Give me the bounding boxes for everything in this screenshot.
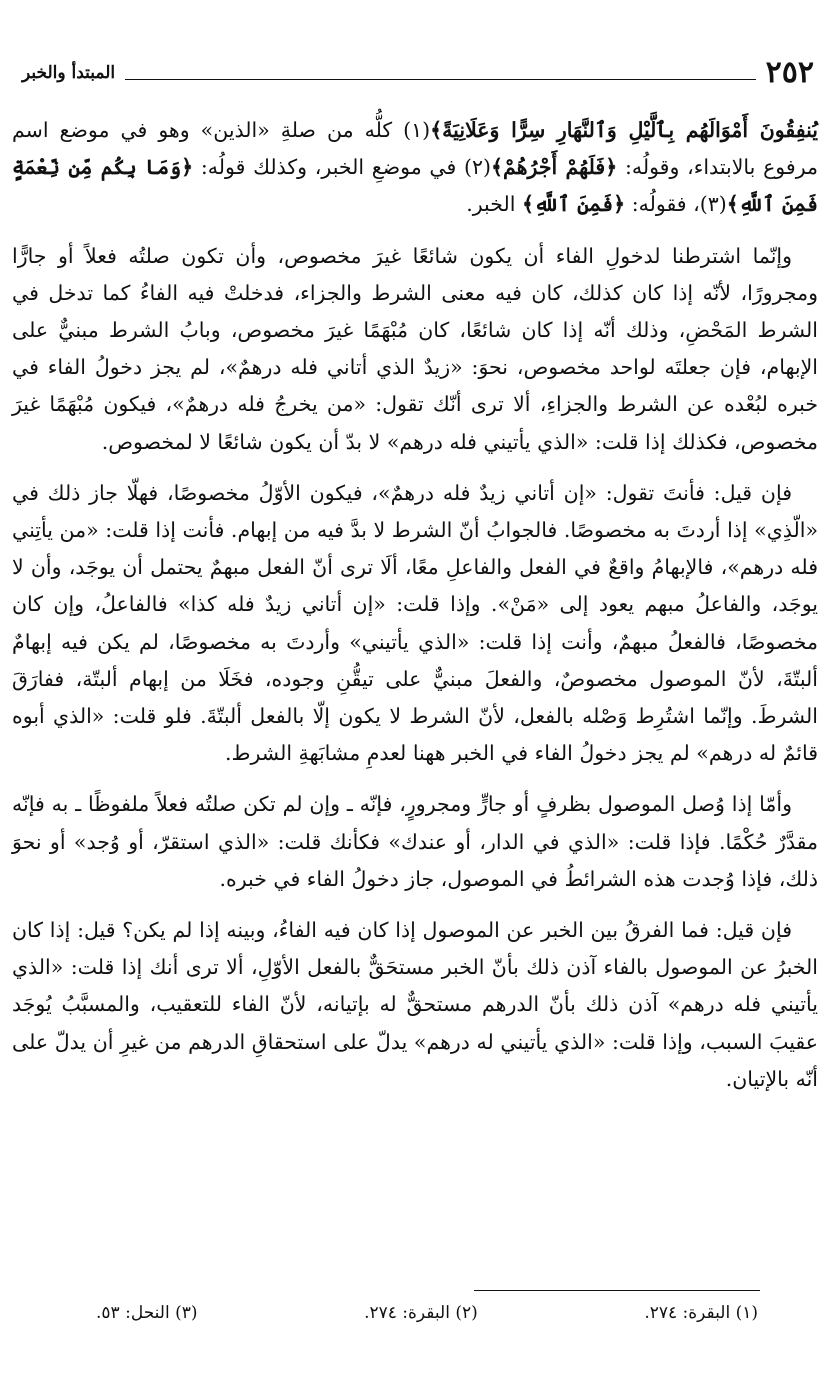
text-segment: (٢) في موضعِ الخبر، وكذلك قولُه: [193,155,492,180]
paragraph [12,112,818,224]
section-title: المبتدأ والخبر [22,63,116,83]
main-text [12,112,818,1112]
text-segment: وإنّما اشترطنا لدخولِ الفاء أن يكون شائعًا غيرَ مخصوص، وأن تكون صلتُه فعلاً أو جارًّا ومجرورًا، لأنّه إذا كان كذلك، كان فيه معنى الشرط والجزاء، فدخلتْ فيه الفاءُ كما تدخل في الشرط المَحْضِ، وذلك أنّه إذا كان شائعًا، كان مُبْهَمًا غيرَ مخصوص، وبابُ الشرط مبنيٌّ على الإبهام، فإن جعلتَه لواحد مخصوص، نحوَ: «زيدٌ الذي أتاني فله درهمٌ»، لم يجز دخولُ الفاء في خبره لبُعْده عن الشرط والجزاءِ، ألا ترى أنّك تقول: «من يخرجُ فله درهمٌ»، فيكون مُبْهَمًا غيرَ مخصوص، فكذلك إذا قلت: «الذي يأتيني فله درهم» لا بدّ أن يكون شائعًا لا لمخصوص. [12,243,819,454]
page-number: ٢٥٢ [765,55,814,90]
text-segment: وأمّا إذا وُصل الموصول بظرفٍ أو جارٍّ ومجرورٍ، فإنّه ـ وإن لم تكن صلتُه فعلاً ملفوظًا ـ به فإنّه مقدَّرٌ حُكْمًا. فإذا قلت: «الذي في الدار، أو عندك» فكأنك قلت: «الذي استقرّ، أو وُجد» أو نحوَ ذلك، فإذا وُجدت هذه الشرائطُ في الموصول، جاز دخولُ الفاء في خبره. [12,792,818,891]
paragraph [12,912,818,1098]
footnotes [96,1300,758,1326]
quran-quote: ﴿فَمِنَ ٱللَّهِ﴾ [521,192,626,217]
paragraph [12,238,818,461]
text-segment: الخبر. [466,192,522,217]
footnote: (٢) البقرة: ٢٧٤. [364,1303,478,1323]
running-head [22,48,814,88]
text-segment: (٣)، فقولُه: [625,192,727,217]
quran-quote: ﴿وَمَا بِكُم مِّن نِّعْمَةٍ فَمِنَ ٱللَّهِ﴾ [12,155,818,217]
header-rule [125,79,756,80]
paragraph [12,786,818,898]
quran-quote: يُنفِقُونَ أَمْوَالَهُم بِٱلَّيْلِ وَٱلنَّهَارِ سِرًّا وَعَلَانِيَةً﴾ [430,118,819,142]
footnote-rule [474,1290,760,1291]
text-segment: فإن قيل: فأنتَ تقول: «إن أتاني زيدٌ فله درهمٌ»، فيكون الأوّلُ مخصوصًا، فهلّا جاز ذلك في «الّذِي» إذا أردتَ به مخصوصًا. فالجوابُ أنّ الشرط لا بدَّ فيه من إبهام. فأنت إذا قلت: «من يأتِني فله درهم»، فالإبهامُ واقعٌ في الفعل والفاعلِ معًا، ألَا ترى أنّ الفعل مبهمٌ يحتمل أن يوجَد، وأن لا يوجَد، والفاعلُ مبهم يعود إلى «مَنْ». وإذا قلت: «إن أتاني زيدٌ فله كذا» فالفاعلُ، وإن كان مخصوصًا، فالفعلُ مبهمٌ، وأنت إذا قلت: «الذي يأتيني» وأردتَ به مخصوصًا، لم يكن فيه إبهامٌ ألبتّةَ، لأنّ الموصول مخصوصٌ، والفعلَ مبنيٌّ على تيقُّنِ وجوده، فخَلَا من إبهام ألبتّة، ففارَقَ الشرطَ. وإنّما اشتُرِط وَصْله بالفعل، لأنّ الشرط لا يكون إلّا بالفعل ألبتّةَ. فلو قلت: «الذي أبوه قائمٌ له درهم» لم يجز دخولُ الفاء في الخبر ههنا لعدمِ مشابَهةِ الشرط. [12,480,818,766]
text-segment: فإن قيل: فما الفرقُ بين الخبر عن الموصول إذا كان فيه الفاءُ، وبينه إذا لم يكن؟ قيل: إذا كان الخبرُ عن الموصول بالفاء آذن ذلك بأنّ الخبر مستحَقٌّ بالفعل الأوّلِ، ألا ترى أنك إذا قلت: «الذي يأتيني فله درهم» آذن ذلك بأنّ الدرهم مستحقٌّ له بإتيانه، لأنّ الفاء للتعقيب، والمسبَّبُ يُوجَد عقيبَ السبب، وإذا قلت: «الذي يأتيني له درهم» يدلّ على استحقاقِ الدرهم من غيرِ أن يدلّ على أنّه بالإتيان. [12,918,818,1091]
paragraph [12,475,818,773]
text-segment: (١) كلُّه من صلةِ «الذين» وهو في موضع اسم مرفوع بالابتداء، وقولُه: [12,118,818,180]
footnote: (٣) النحل: ٥٣. [96,1303,198,1323]
quran-quote: ﴿فَلَهُمْ أَجْرُهُمْ﴾ [491,155,618,180]
footnote: (١) البقرة: ٢٧٤. [644,1303,758,1323]
